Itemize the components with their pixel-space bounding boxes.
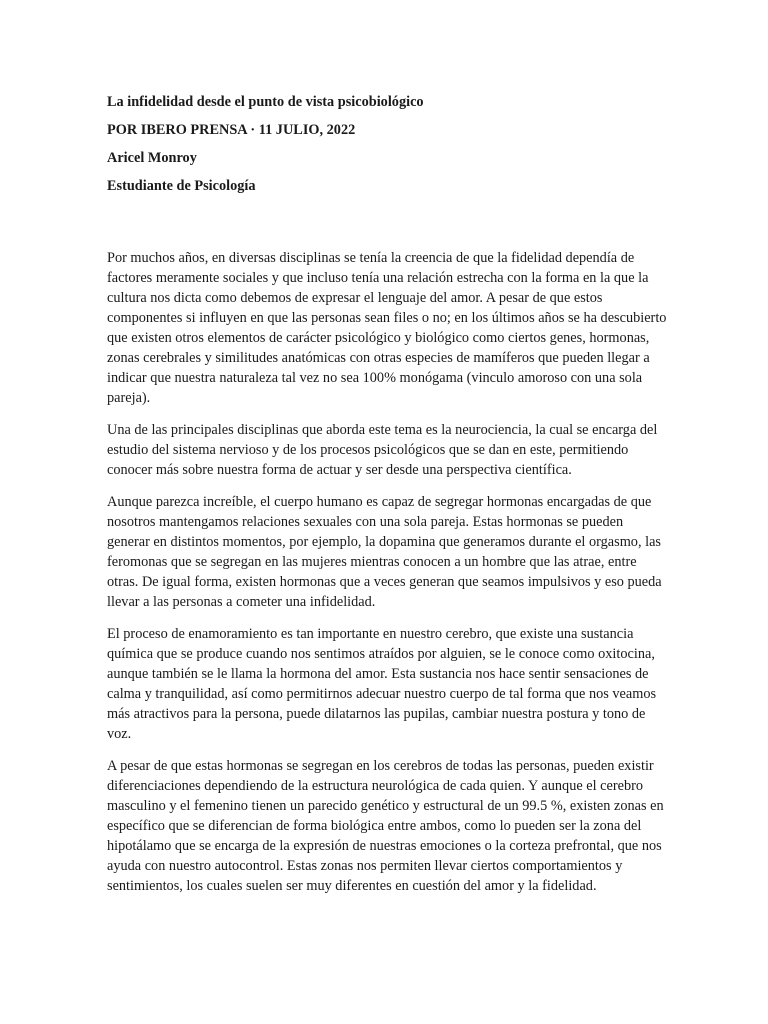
document-byline: POR IBERO PRENSA · 11 JULIO, 2022	[107, 122, 356, 138]
author-role: Estudiante de Psicología	[107, 178, 256, 194]
paragraph-5: A pesar de que estas hormonas se segregan en los cerebros de todas las personas, pueden existir diferenciaciones dependiendo de la estructura neurológica de cada quien. Y aunque el cerebro masculino y el femenino tienen un parecido genético y estructural de un 99.5 %, existen zonas en específico que se diferencian de forma biológica entre ambos, como lo pueden ser la zona del hipotálamo que se encarga de la expresión de nuestras emociones o la corteza prefrontal, que nos ayuda con nuestro autocontrol. Estas zonas nos permiten llevar ciertos comportamientos y sentimientos, los cuales suelen ser muy diferentes en cuestión del amor y la fidelidad.	[107, 758, 664, 894]
paragraph-4: El proceso de enamoramiento es tan importante en nuestro cerebro, que existe una sustancia química que se produce cuando nos sentimos atraídos por alguien, se le conoce como oxitocina, aunque también se le llama la hormona del amor. Esta sustancia nos hace sentir sensaciones de calma y tranquilidad, así como permitirnos adecuar nuestro cuerpo de tal forma que nos veamos más atractivos para la persona, puede dilatarnos las pupilas, cambiar nuestra postura y tono de voz.	[107, 626, 657, 742]
document-title: La infidelidad desde el punto de vista psicobiológico	[107, 94, 424, 110]
section-spacer	[107, 204, 667, 248]
paragraph-1: Por muchos años, en diversas disciplinas se tenía la creencia de que la fidelidad dependía de factores meramente sociales y que incluso tenía una relación estrecha con la forma en la que la cultura nos dicta como debemos de expresar el lenguaje del amor. A pesar de que estos componentes si influyen en que las personas sean files o no; en los últimos años se ha descubierto que existen otros elementos de carácter psicológico y biológico como ciertos genes, hormonas, zonas cerebrales y similitudes anatómicas con otras especies de mamíferos que pueden llegar a indicar que nuestra naturaleza tal vez no sea 100% monógama (vinculo amoroso con una sola pareja).	[107, 250, 667, 406]
paragraph-2: Una de las principales disciplinas que aborda este tema es la neurociencia, la cual se encarga del estudio del sistema nervioso y de los procesos psicológicos que se dan en este, permitiendo conocer más sobre nuestra forma de actuar y ser desde una perspectiva científica.	[107, 422, 658, 478]
document-page	[107, 92, 667, 908]
paragraph-3: Aunque parezca increíble, el cuerpo humano es capaz de segregar hormonas encargadas de que nosotros mantengamos relaciones sexuales con una sola pareja. Estas hormonas se pueden generar en distintos momentos, por ejemplo, la dopamina que generamos durante el orgasmo, las feromonas que se segregan en las mujeres mientras conocen a un hombre que las atrae, entre otras. De igual forma, existen hormonas que a veces generan que seamos impulsivos y eso pueda llevar a las personas a cometer una infidelidad.	[107, 494, 662, 610]
author-name: Aricel Monroy	[107, 150, 197, 166]
